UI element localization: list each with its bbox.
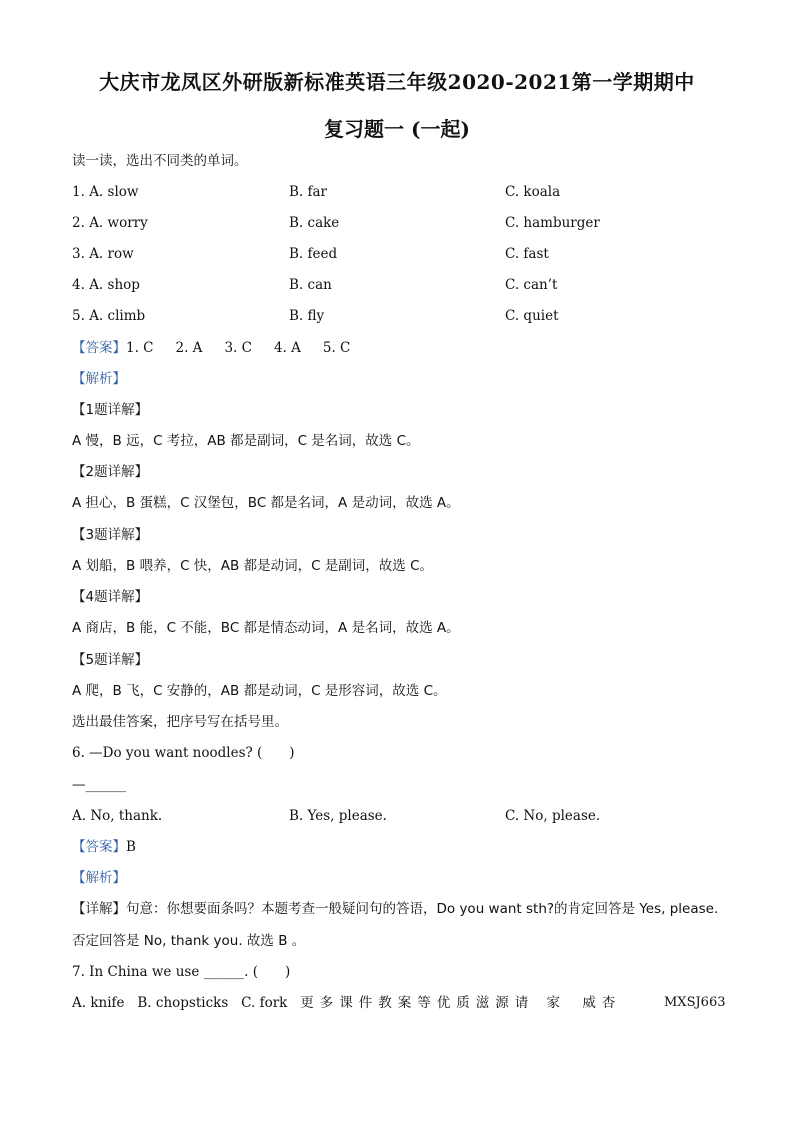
q2-option-a: 2. A. worry [72, 215, 148, 231]
q6-option-b: B. Yes, please. [289, 808, 387, 824]
q7-question: 7. In China we use ______. ( ) [72, 964, 291, 980]
detail-4-label: 【4题详解】 [72, 589, 149, 605]
detail-4-text: A 商店，B 能，C 不能，BC 都是情态动词，A 是名词，故选 A。 [72, 620, 460, 636]
answer-label: 【答案】 [72, 340, 126, 356]
q6-detail: 【详解】句意：你想要面条吗？本题考查一般疑问句的答语，Do you want sth?的肯定回答是 Yes, please. [72, 901, 719, 917]
q6-detail-cont: 否定回答是 No, thank you. 故选 B 。 [72, 933, 306, 949]
q5-option-c: C. quiet [505, 308, 559, 324]
section1-instruction: 读一读，选出不同类的单词。 [72, 153, 248, 169]
q2-option-b: B. cake [289, 215, 340, 231]
q1-option-c: C. koala [505, 184, 561, 200]
q7-option-a: A. knife [72, 995, 125, 1011]
detail-1-label: 【1题详解】 [72, 402, 149, 418]
q6-analysis-label: 【解析】 [72, 870, 126, 886]
q7-option-c: C. fork [241, 995, 288, 1011]
document-code: MXSJ663 [664, 995, 726, 1010]
detail-5-label: 【5题详解】 [72, 652, 149, 668]
q7-options: A. knife B. chopsticks C. fork 更多课件教案等优质滋源请 家 威杏 [72, 995, 622, 1011]
detail-2-label: 【2题详解】 [72, 464, 149, 480]
section1-analysis-label: 【解析】 [72, 371, 126, 387]
q6-option-c: C. No, please. [505, 808, 601, 824]
detail-2-text: A 担心，B 蛋糕，C 汉堡包，BC 都是名词，A 是动词，故选 A。 [72, 495, 460, 511]
q1-option-b: B. far [289, 184, 328, 200]
detail-5-text: A 爬，B 飞，C 安静的，AB 都是动词，C 是形容词，故选 C。 [72, 683, 447, 699]
q7-option-b: B. chopsticks [137, 995, 229, 1011]
watermark-text: 更多课件教案等优质滋源请 [300, 995, 535, 1011]
q6-question: 6. —Do you want noodles? ( ) [72, 745, 295, 761]
q5-option-a: 5. A. climb [72, 308, 146, 324]
q1-option-a: 1. A. slow [72, 184, 139, 200]
detail-1-text: A 慢，B 远，C 考拉，AB 都是副词，C 是名词，故选 C。 [72, 433, 420, 449]
document-title-line1: 大庆市龙凤区外研版新标准英语三年级2020-2021第一学期期中 [99, 70, 695, 94]
q3-option-a: 3. A. row [72, 246, 134, 262]
detail-3-label: 【3题详解】 [72, 527, 149, 543]
q2-option-c: C. hamburger [505, 215, 600, 231]
q4-option-c: C. can’t [505, 277, 558, 293]
section1-answers: 【答案】1. C 2. A 3. C 4. A 5. C [72, 340, 351, 356]
q3-option-c: C. fast [505, 246, 549, 262]
document-title-line2: 复习题一 (一起) [324, 117, 470, 141]
detail-3-text: A 划船，B 喂养，C 快，AB 都是动词，C 是副词，故选 C。 [72, 558, 434, 574]
q5-option-b: B. fly [289, 308, 325, 324]
q6-reply-blank: —______ [72, 777, 126, 793]
q4-option-b: B. can [289, 277, 332, 293]
q6-answer: 【答案】B [72, 839, 136, 855]
q6-option-a: A. No, thank. [72, 808, 163, 824]
q3-option-b: B. feed [289, 246, 338, 262]
section2-instruction: 选出最佳答案，把序号写在括号里。 [72, 714, 288, 730]
q4-option-a: 4. A. shop [72, 277, 140, 293]
